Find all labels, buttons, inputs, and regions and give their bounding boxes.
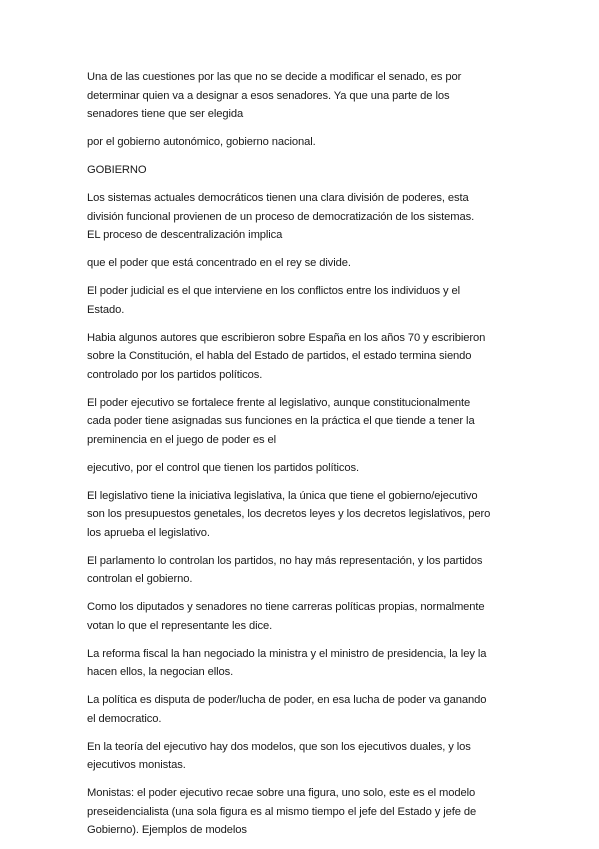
text-line: son los presupuestos genetales, los decretos leyes y los decretos legislativos, pero <box>87 508 491 520</box>
paragraph <box>87 459 527 478</box>
text-line: Estado. <box>87 303 125 316</box>
text-line: controlan el gobierno. <box>87 573 193 585</box>
text-line: EL proceso de descentralización implica <box>87 229 283 241</box>
text-line: sobre la Constitución, el habla del Estado de partidos, el estado termina siendo <box>87 350 472 362</box>
document-page <box>87 68 527 849</box>
paragraph <box>87 784 527 840</box>
text-line: Habia algunos autores que escribieron sobre España en los años 70 y escribieron <box>87 331 486 344</box>
text-line: La política es disputa de poder/lucha de poder, en esa lucha de poder va ganando <box>87 694 487 706</box>
text-line: El poder judicial es el que interviene en los conflictos entre los individuos y el <box>87 285 461 297</box>
paragraph <box>87 487 527 543</box>
text-line: senadores tiene que ser elegida <box>87 108 244 120</box>
text-line: preminencia en el juego de poder es el <box>87 433 277 446</box>
text-line: La reforma fiscal la han negociado la ministra y el ministro de presidencia, la ley la <box>87 647 487 660</box>
text-line: El legislativo tiene la iniciativa legislativa, la única que tiene el gobierno/ejecutivo <box>87 489 478 502</box>
text-line: Los sistemas actuales democráticos tienen una clara división de poderes, esta <box>87 192 469 204</box>
text-line: hacen ellos, la negocian ellos. <box>87 666 234 678</box>
text-line: ejecutivos monistas. <box>87 759 186 771</box>
text-line: el democratico. <box>87 712 162 725</box>
text-line: Gobierno). Ejemplos de modelos <box>87 824 247 836</box>
paragraph <box>87 254 527 273</box>
paragraph <box>87 598 527 635</box>
text-line: preseidencialista (una sola figura es al mismo tiempo el jefe del Estado y jefe de <box>87 805 477 818</box>
paragraph <box>87 394 527 450</box>
text-line: GOBIERNO <box>87 164 147 176</box>
paragraph <box>87 189 527 245</box>
paragraph <box>87 282 527 319</box>
text-line: El parlamento lo controlan los partidos, no hay más representación, y los partidos <box>87 554 483 567</box>
text-line: En la teoría del ejecutivo hay dos modelos, que son los ejecutivos duales, y los <box>87 740 471 753</box>
paragraph <box>87 68 527 124</box>
paragraph <box>87 645 527 682</box>
paragraph <box>87 133 527 152</box>
text-line: El poder ejecutivo se fortalece frente al legislativo, aunque constitucionalmente <box>87 396 471 409</box>
text-line: que el poder que está concentrado en el rey se divide. <box>87 257 351 269</box>
paragraph <box>87 552 527 589</box>
text-line: votan lo que el representante les dice. <box>87 619 273 632</box>
text-line: división funcional provienen de un proceso de democratización de los sistemas. <box>87 210 475 223</box>
text-line: controlado por los partidos políticos. <box>87 368 263 381</box>
text-line: determinar quien va a designar a esos senadores. Ya que una parte de los <box>87 89 450 102</box>
paragraph <box>87 691 527 728</box>
paragraph <box>87 161 527 180</box>
paragraph <box>87 329 527 385</box>
text-line: los aprueba el legislativo. <box>87 526 210 539</box>
text-line: Una de las cuestiones por las que no se decide a modificar el senado, es por <box>87 71 462 83</box>
paragraph <box>87 738 527 775</box>
text-line: ejecutivo, por el control que tienen los partidos políticos. <box>87 461 359 474</box>
text-line: Como los diputados y senadores no tiene carreras políticas propias, normalmente <box>87 601 485 613</box>
text-line: Monistas: el poder ejecutivo recae sobre una figura, uno solo, este es el modelo <box>87 787 476 799</box>
text-line: cada poder tiene asignadas sus funciones en la práctica el que tiende a tener la <box>87 415 475 427</box>
text-line: por el gobierno autonómico, gobierno nacional. <box>87 136 316 148</box>
